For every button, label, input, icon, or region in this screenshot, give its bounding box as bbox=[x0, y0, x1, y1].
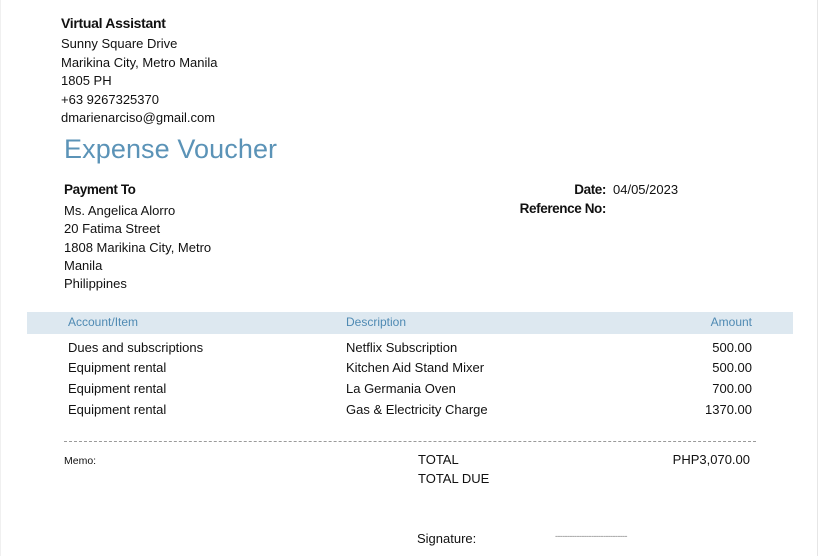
company-email: dmarienarciso@gmail.com bbox=[61, 110, 216, 125]
payee-address-line: Manila bbox=[64, 258, 103, 273]
summary-divider bbox=[64, 441, 756, 442]
column-header-account: Account/Item bbox=[68, 315, 139, 329]
date-value: 04/05/2023 bbox=[613, 182, 679, 197]
payment-to-label: Payment To bbox=[64, 182, 136, 197]
document-title: Expense Voucher bbox=[64, 134, 278, 164]
payee-address-line: Philippines bbox=[64, 276, 127, 291]
row-amount: 700.00 bbox=[712, 381, 752, 396]
row-description: Gas & Electricity Charge bbox=[346, 402, 488, 417]
row-amount: 500.00 bbox=[712, 360, 752, 375]
payee-name: Ms. Angelica Alorro bbox=[64, 203, 176, 218]
table-header bbox=[27, 312, 793, 334]
table-row bbox=[1, 402, 818, 422]
total-label: TOTAL bbox=[418, 452, 459, 467]
memo-label: Memo: bbox=[64, 455, 97, 467]
payee-address-line: 1808 Marikina City, Metro bbox=[64, 240, 212, 255]
signature-label: Signature: bbox=[417, 531, 477, 546]
company-address-line: 1805 PH bbox=[61, 73, 112, 88]
company-name: Virtual Assistant bbox=[61, 15, 166, 31]
row-amount: 500.00 bbox=[712, 340, 752, 355]
table-row bbox=[1, 381, 818, 401]
company-address-line: Sunny Square Drive bbox=[61, 36, 178, 51]
column-header-amount: Amount bbox=[710, 315, 752, 329]
row-description: La Germania Oven bbox=[346, 381, 456, 396]
reference-label: Reference No: bbox=[519, 201, 606, 216]
row-account: Equipment rental bbox=[68, 402, 167, 417]
row-description: Kitchen Aid Stand Mixer bbox=[346, 360, 485, 375]
row-account: Equipment rental bbox=[68, 381, 167, 396]
total-value: PHP3,070.00 bbox=[672, 452, 750, 467]
row-account: Dues and subscriptions bbox=[68, 340, 204, 355]
total-due-label: TOTAL DUE bbox=[418, 471, 490, 486]
column-header-description: Description bbox=[346, 315, 407, 329]
company-phone: +63 9267325370 bbox=[61, 92, 159, 107]
table-row bbox=[1, 360, 818, 380]
date-label: Date: bbox=[574, 182, 606, 197]
table-row bbox=[1, 340, 818, 360]
row-amount: 1370.00 bbox=[705, 402, 752, 417]
company-address-line: Marikina City, Metro Manila bbox=[61, 55, 218, 70]
row-description: Netflix Subscription bbox=[346, 340, 458, 355]
payee-address-line: 20 Fatima Street bbox=[64, 221, 161, 236]
signature-line: ------------------------------ bbox=[555, 531, 627, 541]
row-account: Equipment rental bbox=[68, 360, 167, 375]
